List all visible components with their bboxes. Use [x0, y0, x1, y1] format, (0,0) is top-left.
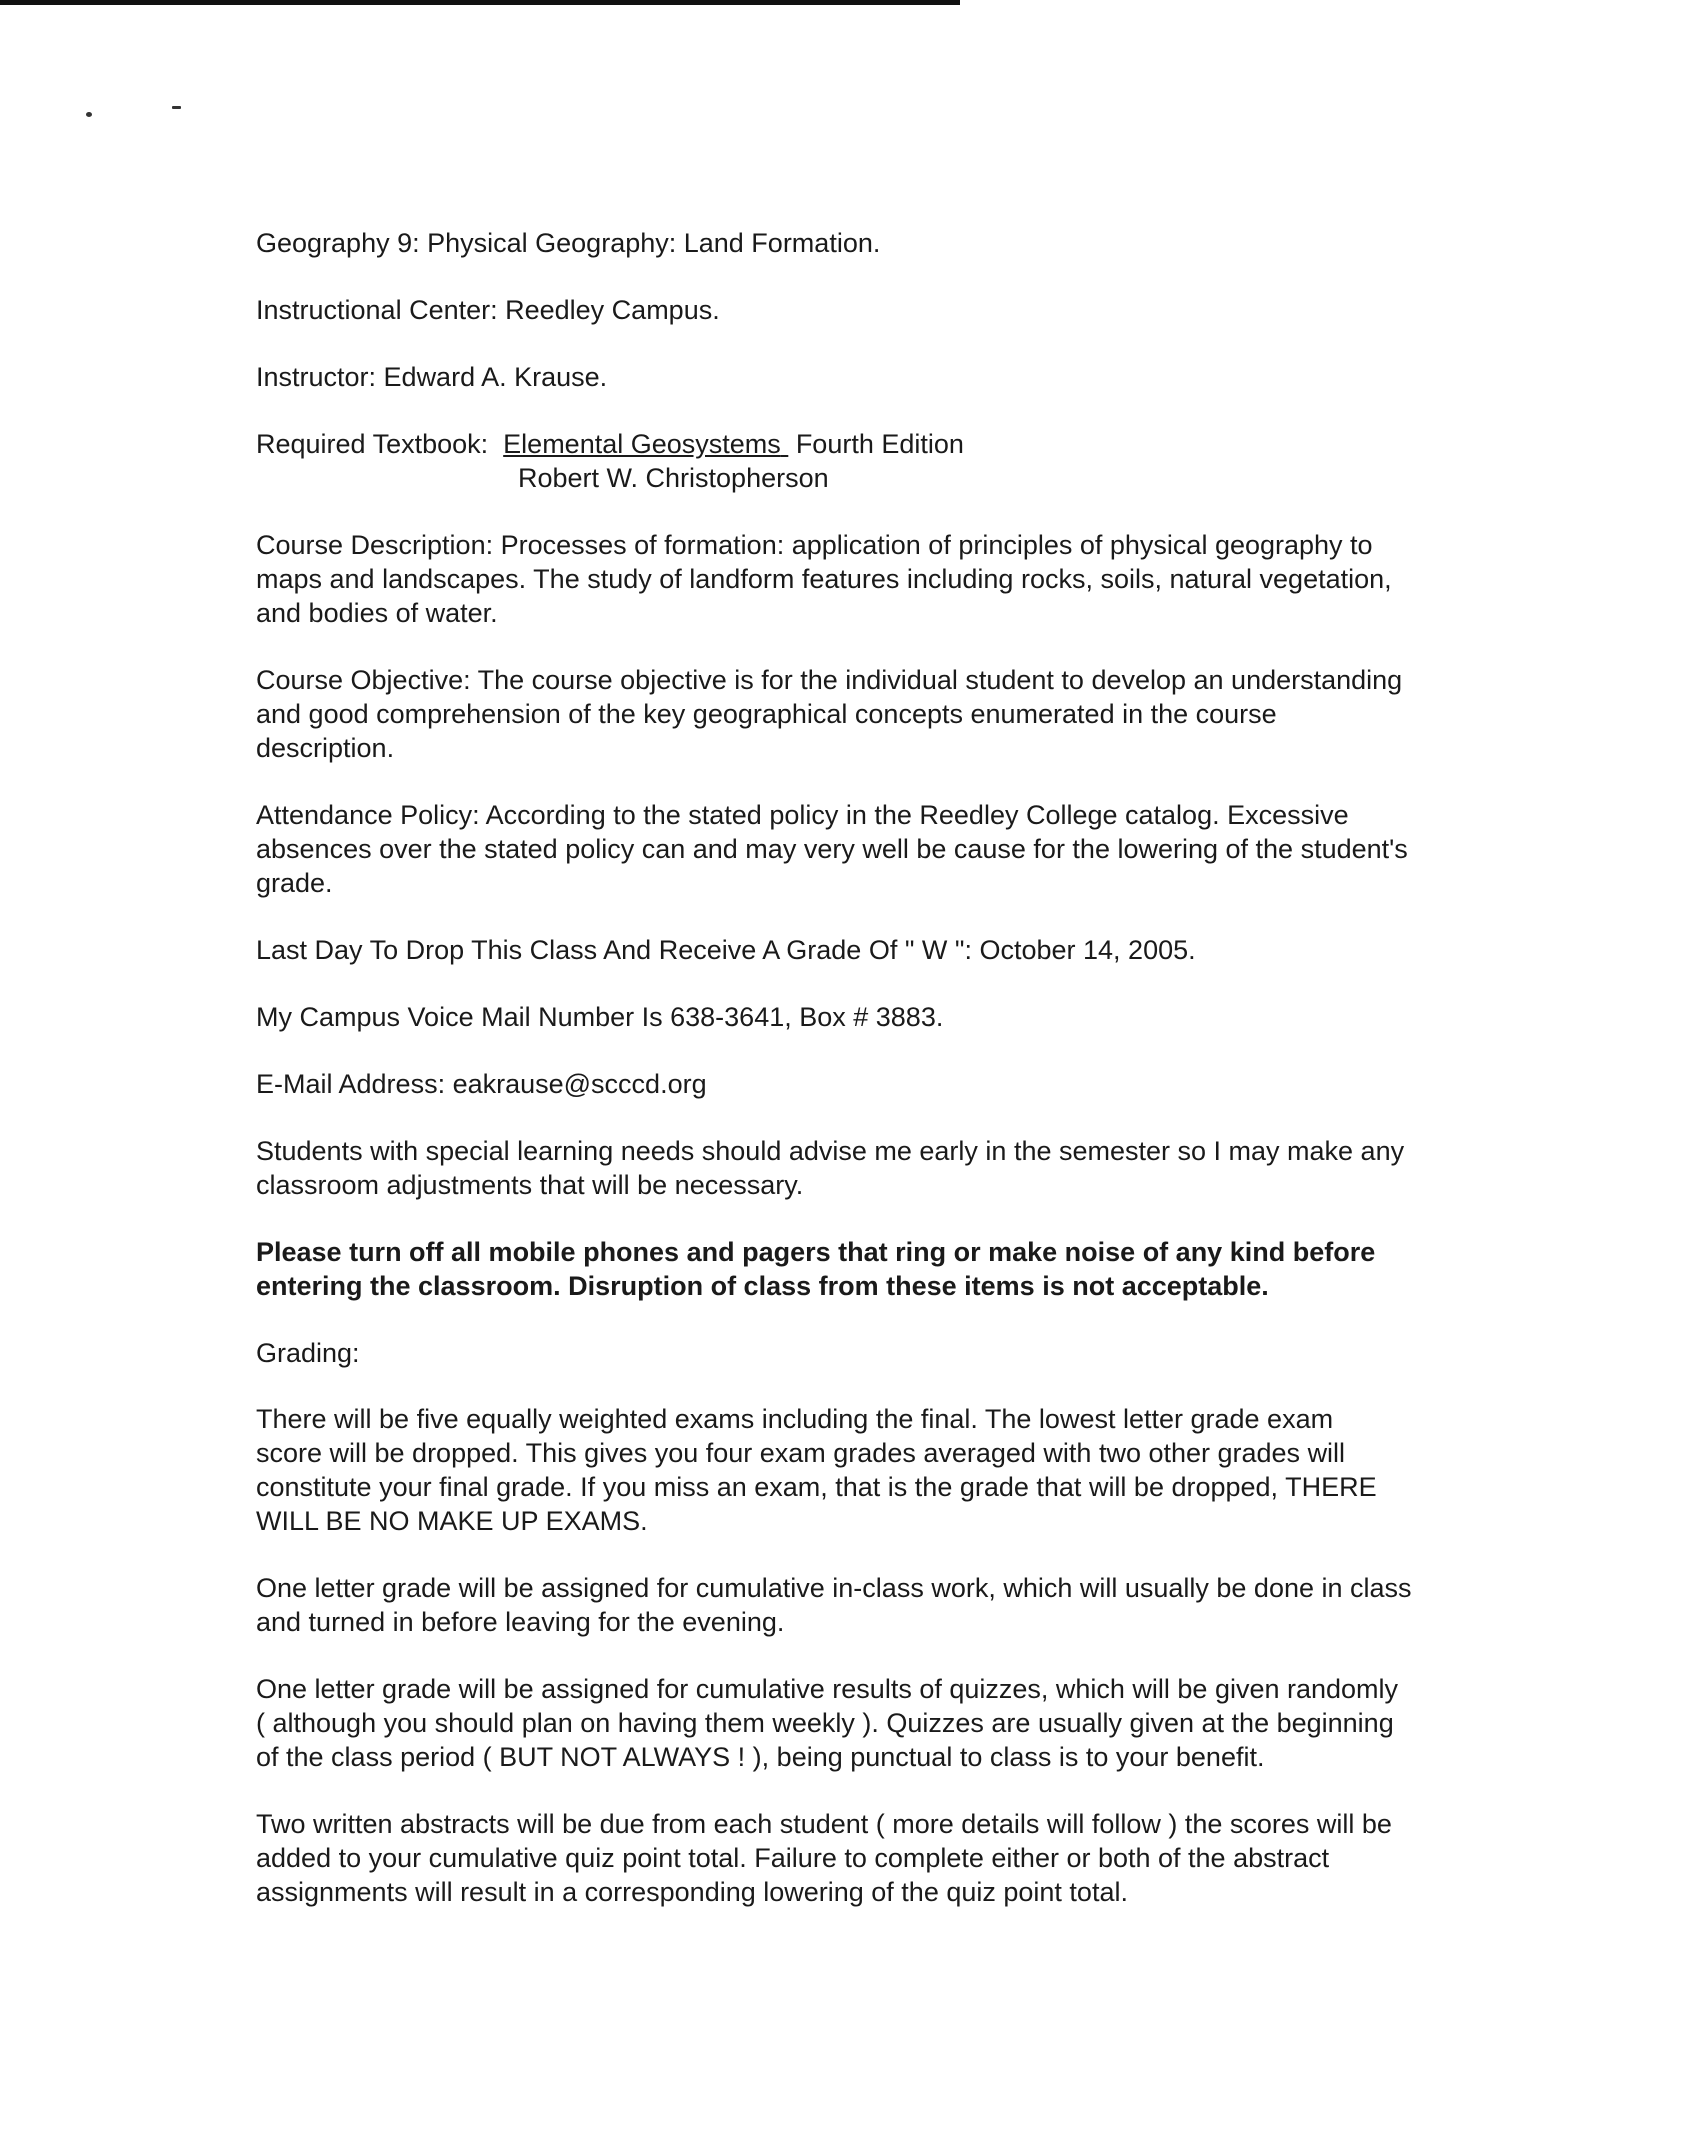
- instructional-center: Instructional Center: Reedley Campus.: [256, 295, 720, 325]
- text-line: of the class period ( BUT NOT ALWAYS ! ), being punctual to class is to your benefit.: [256, 1742, 1265, 1772]
- text-line: Attendance Policy: According to the stated policy in the Reedley College catalog. Excessive: [256, 800, 1349, 830]
- textbook-edition: Fourth Edition: [795, 429, 964, 459]
- textbook-title: Elemental Geosystems: [503, 429, 781, 459]
- textbook-label: Required Textbook:: [256, 429, 489, 459]
- textbook-block: [256, 427, 1486, 495]
- quizzes-paragraph: [256, 1672, 1486, 1774]
- text-line: assignments will result in a corresponding lowering of the quiz point total.: [256, 1877, 1128, 1907]
- text-line: absences over the stated policy can and may very well be cause for the lowering of the student's: [256, 834, 1408, 864]
- scan-speck: [172, 106, 181, 109]
- text-line: and good comprehension of the key geographical concepts enumerated in the course: [256, 699, 1277, 729]
- text-line: One letter grade will be assigned for cumulative results of quizzes, which will be given randomly: [256, 1674, 1399, 1704]
- text-line: constitute your final grade. If you miss an exam, that is the grade that will be dropped, THERE: [256, 1472, 1377, 1502]
- text-line: score will be dropped. This gives you four exam grades averaged with two other grades will: [256, 1438, 1346, 1468]
- textbook-author: Robert W. Christopherson: [518, 463, 829, 493]
- text-line: added to your cumulative quiz point total. Failure to complete either or both of the abstract: [256, 1843, 1330, 1873]
- course-objective: [256, 663, 1486, 765]
- drop-date: Last Day To Drop This Class And Receive A Grade Of " W ": October 14, 2005.: [256, 935, 1196, 965]
- text-line: Two written abstracts will be due from each student ( more details will follow ) the scores will be: [256, 1809, 1392, 1839]
- text-line: and bodies of water.: [256, 598, 498, 628]
- text-line: description.: [256, 733, 395, 763]
- scan-top-border: [0, 0, 960, 5]
- textbook-line: [256, 427, 1486, 461]
- text-line: Students with special learning needs should advise me early in the semester so I may make any: [256, 1136, 1405, 1166]
- phones-notice: [256, 1235, 1486, 1303]
- special-needs: [256, 1134, 1486, 1202]
- text-line: ( although you should plan on having them weekly ). Quizzes are usually given at the beginning: [256, 1708, 1394, 1738]
- instructor: Instructor: Edward A. Krause.: [256, 362, 608, 392]
- attendance-policy: [256, 798, 1486, 900]
- syllabus-page: [256, 226, 1486, 1909]
- scan-speck: [86, 112, 92, 117]
- text-line: There will be five equally weighted exams including the final. The lowest letter grade exam: [256, 1404, 1334, 1434]
- text-line: One letter grade will be assigned for cumulative in-class work, which will usually be done in class: [256, 1573, 1412, 1603]
- text-line: classroom adjustments that will be necessary.: [256, 1170, 804, 1200]
- text-line: and turned in before leaving for the evening.: [256, 1607, 785, 1637]
- course-description: [256, 528, 1486, 630]
- email-address: E-Mail Address: eakrause@scccd.org: [256, 1069, 707, 1099]
- text-line: Course Description: Processes of formation: application of principles of physical geography to: [256, 530, 1373, 560]
- course-title: Geography 9: Physical Geography: Land Formation.: [256, 228, 881, 258]
- classwork-paragraph: [256, 1571, 1486, 1639]
- text-line: Course Objective: The course objective is for the individual student to develop an understanding: [256, 665, 1403, 695]
- text-line: entering the classroom. Disruption of class from these items is not acceptable.: [256, 1271, 1269, 1301]
- text-line: WILL BE NO MAKE UP EXAMS.: [256, 1506, 648, 1536]
- abstracts-paragraph: [256, 1807, 1486, 1909]
- grading-heading: Grading:: [256, 1338, 360, 1368]
- voicemail: My Campus Voice Mail Number Is 638-3641, Box # 3883.: [256, 1002, 944, 1032]
- text-line: Please turn off all mobile phones and pagers that ring or make noise of any kind before: [256, 1237, 1376, 1267]
- exams-paragraph: [256, 1402, 1486, 1538]
- text-line: grade.: [256, 868, 333, 898]
- text-line: maps and landscapes. The study of landform features including rocks, soils, natural vegetation,: [256, 564, 1392, 594]
